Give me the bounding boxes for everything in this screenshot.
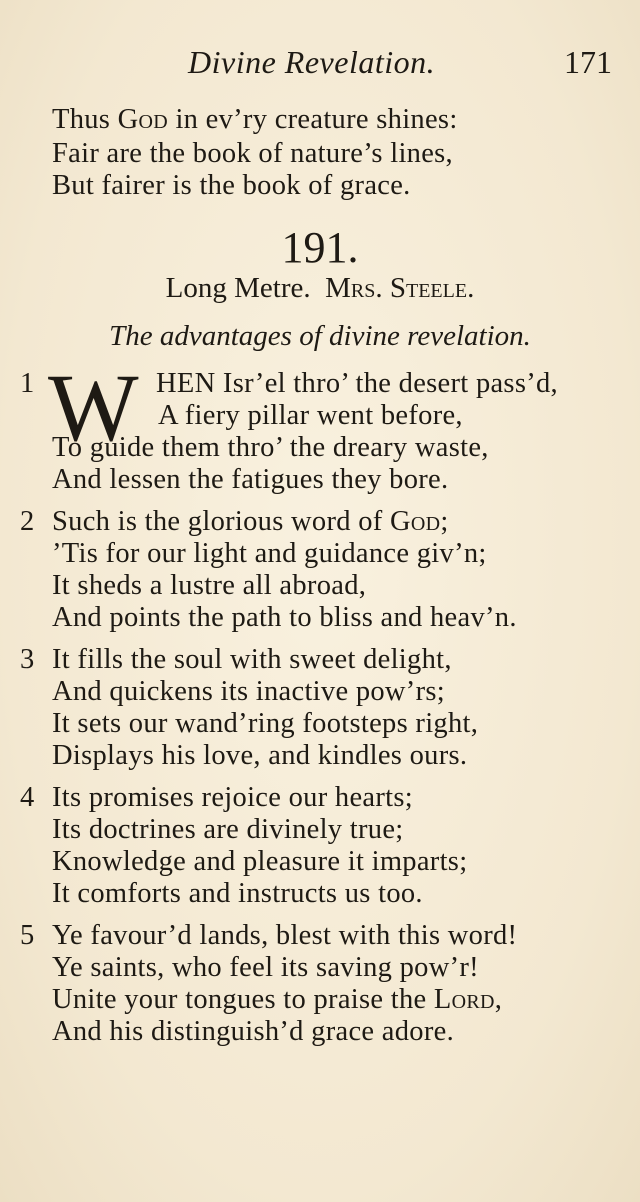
verse-number: 5 <box>20 920 35 951</box>
verse-line: Such is the glorious word of God; <box>52 506 449 537</box>
continuation-line: Fair are the book of nature’s lines, <box>52 138 453 169</box>
verse-number: 1 <box>20 368 35 399</box>
verse-line: And points the path to bliss and heav’n. <box>52 602 517 633</box>
verse-line: It sets our wand’ring footsteps right, <box>52 708 479 739</box>
author-prefix: Mrs. <box>325 272 383 304</box>
hymn-meter-author <box>0 272 640 305</box>
drop-cap: W <box>48 354 135 461</box>
verse-line: To guide them thro’ the dreary waste, <box>52 432 489 463</box>
continuation-line: But fairer is the book of grace. <box>52 170 411 201</box>
continuation-line: Thus God in ev’ry creature shines: <box>52 104 458 135</box>
verse-line: And lessen the fatigues they bore. <box>52 464 449 495</box>
hymn-number: 191. <box>281 223 359 272</box>
verse-line: Unite your tongues to praise the Lord, <box>52 984 503 1015</box>
verse-line: And his distinguish’d grace adore. <box>52 1016 454 1047</box>
verse-line: ’Tis for our light and guidance giv’n; <box>52 538 487 569</box>
verse-line: Its doctrines are divinely true; <box>52 814 404 845</box>
verse-number: 4 <box>20 782 35 813</box>
verse-line: It fills the soul with sweet delight, <box>52 644 452 675</box>
page-number: 171 <box>564 44 612 80</box>
verse-number: 2 <box>20 506 35 537</box>
verse-line: Its promises rejoice our hearts; <box>52 782 413 813</box>
verse-line: It comforts and instructs us too. <box>52 878 423 909</box>
hymn-subject: The advantages of divine revelation. <box>109 320 531 352</box>
verse-line: It sheds a lustre all abroad, <box>52 570 367 601</box>
meter: Long Metre. <box>165 272 311 304</box>
verse-line: Knowledge and pleasure it imparts; <box>52 846 468 877</box>
verse-line: Ye favour’d lands, blest with this word! <box>52 920 518 951</box>
verse-number: 3 <box>20 644 35 675</box>
page-header <box>0 44 640 88</box>
author-name: Steele. <box>389 272 475 304</box>
verse-line: A fiery pillar went before, <box>158 400 463 431</box>
verse-line: Ye saints, who feel its saving pow’r! <box>52 952 479 983</box>
verse-line: HEN Isr’el thro’ the desert pass’d, <box>156 368 558 399</box>
verse-line: Displays his love, and kindles ours. <box>52 740 468 771</box>
running-head: Divine Revelation. <box>188 44 436 80</box>
verse-line: And quickens its inactive pow’rs; <box>52 676 445 707</box>
